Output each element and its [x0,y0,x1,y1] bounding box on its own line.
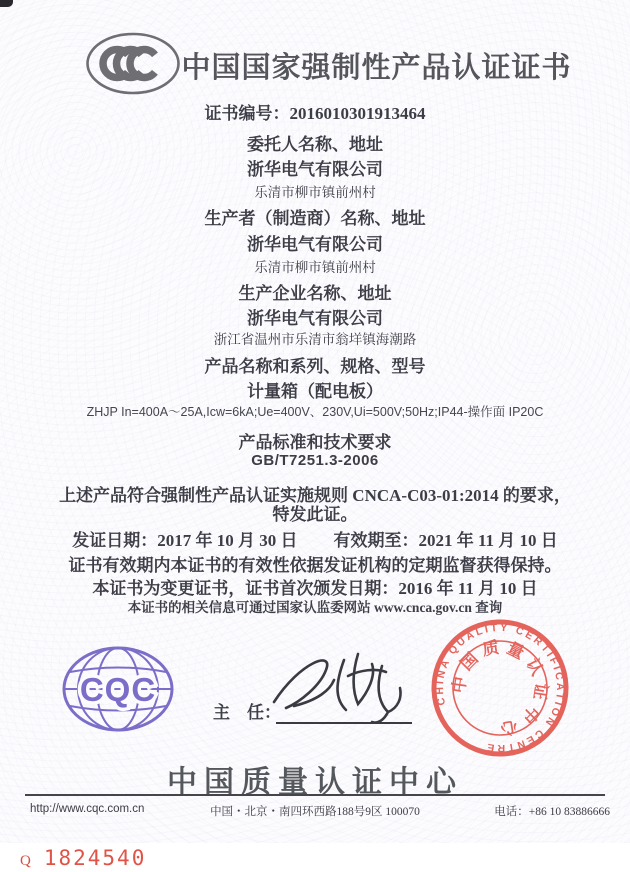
compliance-statement-line1: 上述产品符合强制性产品认证实施规则 CNCA-C03-01:2014 的要求， [59,486,571,505]
cqc-logo-icon [61,646,175,732]
signature-line [276,652,412,724]
manufacturer-name: 浙华电气有限公司 [247,235,383,254]
dates-row [0,526,630,551]
footer-divider [25,794,605,796]
issue-date: 发证日期：2017 年 10 月 30 日 [72,531,298,550]
footer-address: 中国・北京・南四环西路188号9区 100070 [210,806,420,818]
compliance-statement-line2: 特发此证。 [272,505,358,524]
factory-name: 浙华电气有限公司 [247,309,383,328]
manufacturer-address: 乐清市柳市镇前州村 [254,260,376,275]
applicant-label: 委托人名称、地址 [247,135,383,154]
seal-inner-text: 中国质量认证中心 [448,636,552,740]
cnca-info-note: 本证书的相关信息可通过国家认监委网站 www.cnca.gov.cn 查询 [127,600,503,615]
manufacturer-label: 生产者（制造商）名称、地址 [204,209,426,228]
factory-address: 浙江省温州市乐清市翁垟镇海潮路 [213,332,417,347]
product-label: 产品名称和系列、规格、型号 [204,357,426,376]
standard-label: 产品标准和技术要求 [238,433,392,452]
product-name: 计量箱（配电板） [247,382,383,401]
org-name: 中国质量认证中心 [167,766,463,799]
certificate-title: 中国国家强制性产品认证证书 [181,52,572,84]
cqc-logo-text: CQC [79,671,157,708]
director-label: 主 任： [213,703,281,722]
footer-phone: 电话：+86 10 83886666 [494,806,610,818]
maintain-note: 证书有效期内本证书的有效性依据发证机构的定期监督获得保持。 [68,556,562,575]
footer-url: http://www.cqc.com.cn [30,803,145,815]
valid-until-date: 有效期至：2021 年 11 月 10 日 [333,531,558,550]
scan-corner-artifact [0,0,13,7]
change-note: 本证书为变更证书，证书首次颁发日期：2016 年 11 月 10 日 [92,579,538,598]
serial-prefix: Q [20,853,31,869]
factory-label: 生产企业名称、地址 [238,284,392,303]
product-spec: ZHJP In=400A～25A,Icw=6kA;Ue=400V、230V,Ui=500V;50Hz;IP44-操作面 IP20C [86,405,544,419]
applicant-name: 浙华电气有限公司 [247,160,383,179]
serial-number: 1824540 [43,846,147,870]
certificate-number: 证书编号：2016010301913464 [204,104,426,123]
applicant-address: 乐清市柳市镇前州村 [254,185,376,200]
seal-outer-text: CHINA QUALITY CERTIFICATION CENTRE [433,621,567,755]
serial-row [20,846,146,870]
standard-value: GB/T7251.3-2006 [251,452,379,469]
